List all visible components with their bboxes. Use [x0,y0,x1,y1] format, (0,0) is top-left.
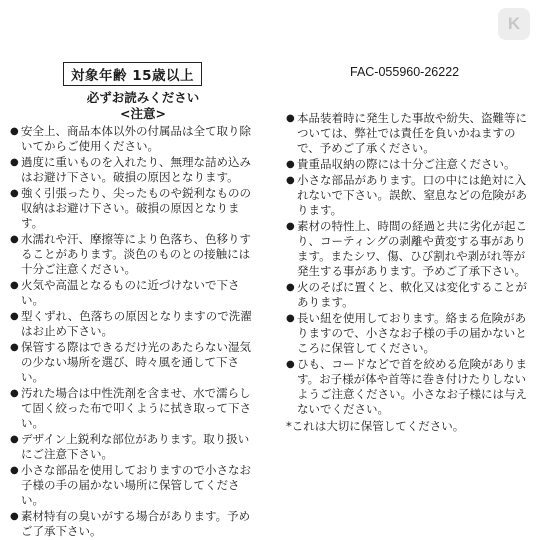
age-rating-box: 対象年齢 15歳以上 [63,62,202,86]
bullet-icon: ● [286,359,295,370]
list-item [10,340,258,385]
list-item-text: 素材特有の臭いがする場合があります。予めご了承下さい。 [21,509,251,538]
list-item [286,111,532,156]
list-item-text: 貴重品収納の際には十分ご注意ください。 [297,157,516,171]
bullet-icon: ● [10,126,19,137]
list-item [286,357,532,417]
list-item-text: 長い紐を使用しております。絡まる危険がありますので、小さなお子様の手の届かないところに保管してください。 [297,311,527,355]
list-item-text: 安全上、商品本体以外の付属品は全て取り除いてからご使用ください。 [21,124,251,153]
list-item-text: 汚れた場合は中性洗剤を含ませ、水で濡らして固く絞った布で叩くように拭き取って下さい。 [21,386,251,430]
list-item [10,155,258,185]
list-item [286,280,532,310]
list-item-text: 小さな部品を使用しておりますので小さなお子様の手の届かない場所に保管してください。 [21,463,251,507]
list-item-text: 火のそばに置くと、軟化又は変化することがあります。 [297,280,527,309]
bullet-icon: ● [10,234,19,245]
list-item [10,232,258,277]
list-item-text: 型くずれ、色落ちの原因となりますので洗濯はお止め下さい。 [21,309,252,338]
bullet-icon: ● [286,113,295,124]
list-item [10,186,258,231]
list-item [286,219,532,279]
read-first-heading: 必ずお読みください [86,90,200,105]
list-item [10,509,258,539]
bullet-icon: ● [10,342,19,353]
bullet-icon: ● [286,282,295,293]
bullet-icon: ● [10,311,19,322]
caution-heading: <注意> [120,106,166,121]
list-item [10,124,258,154]
bullet-icon: ● [10,511,19,522]
bullet-icon: ● [286,175,295,186]
brand-logo: K [498,8,530,40]
bullet-icon: ● [10,280,19,291]
list-item [10,278,258,308]
bullet-icon: ● [286,221,295,232]
list-item [286,157,532,172]
list-item-text: 本品装着時に発生した事故や紛失、盗難等については、弊社では責任を負いかねますので、予めご了承ください。 [297,111,527,155]
bullet-icon: ● [10,388,19,399]
list-item-text: デザイン上鋭利な部位があります。取り扱いにご注意下さい。 [21,432,250,461]
list-item [10,309,258,339]
list-item [10,432,258,462]
list-item-text: 素材の特性上、時間の経過と共に劣化が起こり、コーティングの剥離や黄変する事があります。またシワ、傷、ひび割れや剥がれ等が発生する事があります。予めご了承下さい。 [297,219,527,278]
list-item-text: 水濡れや汗、摩擦等により色落ち、色移りすることがあります。淡色のものとの接触には十分ご注意ください。 [21,232,251,276]
list-item-text: 保管する際はできるだけ光のあたらない湿気の少ない場所を選び、時々風を通して下さい。 [21,340,251,384]
list-item-text: 強く引張ったり、尖ったものや鋭利なものの収納はお避け下さい。破損の原因となります。 [21,186,251,230]
product-code: FAC-055960-26222 [350,65,460,79]
bullet-icon: ● [286,313,295,324]
list-item [286,311,532,356]
footer-note: *これは大切に保管してください。 [286,419,465,433]
bullet-icon: ● [10,157,19,168]
list-item [10,463,258,508]
bullet-icon: ● [10,434,19,445]
list-item-text: ひも、コードなどで首を絞める危険があります。お子様が体や首等に巻き付けたりしないようご注意ください。小さなお子様には与えないでください。 [297,357,527,416]
list-item-text: 火気や高温となるものに近づけないで下さい。 [21,278,240,307]
bullet-icon: ● [10,465,19,476]
list-item-text: 過度に重いものを入れたり、無理な詰め込みはお避け下さい。破損の原因となります。 [21,155,251,184]
caution-list-right [286,111,532,434]
list-item [10,386,258,431]
list-item [286,173,532,218]
caution-list-left [10,124,258,540]
bullet-icon: ● [10,188,19,199]
list-item-text: 小さな部品があります。口の中には絶対に入れないで下さい。誤飲、窒息などの危険があります。 [297,173,527,217]
bullet-icon: ● [286,159,295,170]
